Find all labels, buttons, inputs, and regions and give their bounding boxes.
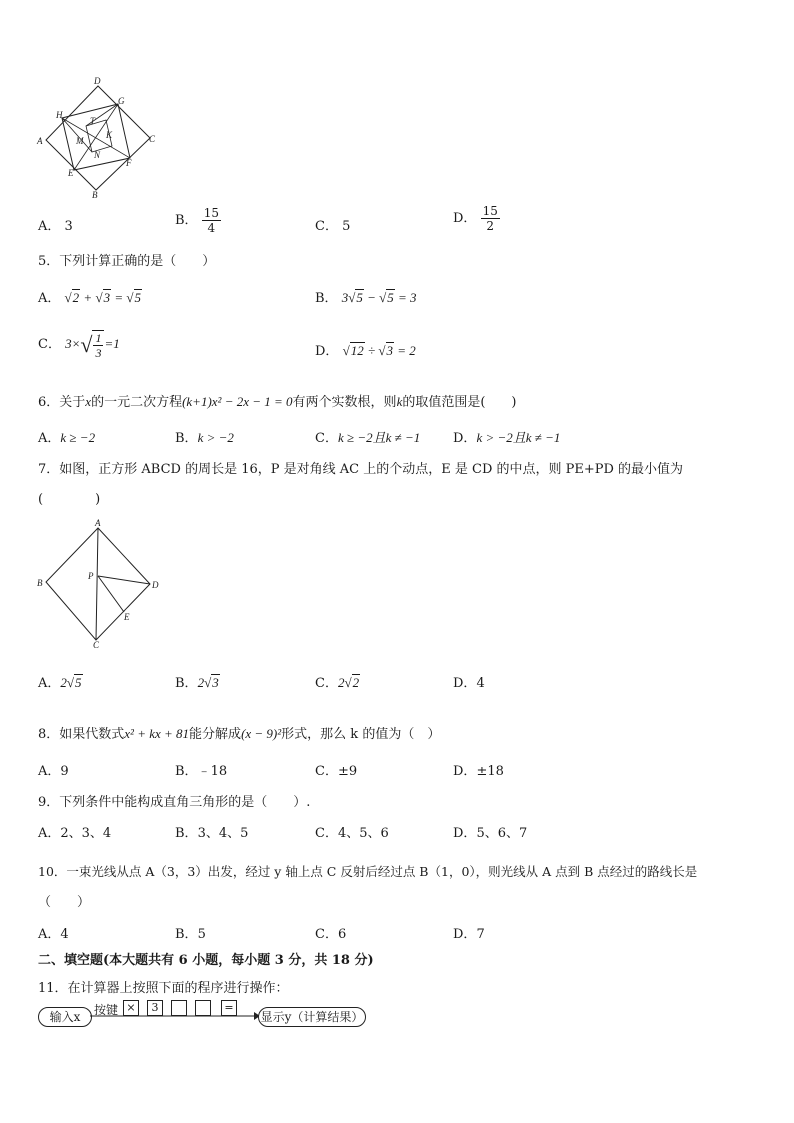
q6-option-a[interactable]: A．k ≥ −2 [38, 430, 96, 446]
q7-option-a-expr: 2√5 [60, 675, 82, 690]
q4-label-K: K [106, 130, 113, 140]
q4-option-a-letter: A． [38, 219, 61, 234]
q5-option-c[interactable] [38, 330, 120, 360]
q11-arrow-line [90, 1010, 260, 1020]
q4-option-b[interactable] [175, 206, 221, 235]
q10-option-c[interactable]: C．6 [315, 927, 347, 942]
q6-option-b-expr: k > −2 [197, 430, 234, 445]
q4-option-d-fraction [481, 204, 500, 233]
q10-option-a[interactable]: A．4 [38, 927, 69, 942]
q11-key-3: 3 [147, 1000, 163, 1016]
q7-label-A: A [95, 518, 101, 528]
q5-option-b[interactable] [315, 287, 417, 306]
q4-option-d-letter: D． [453, 211, 477, 226]
q8-stem: 8．如果代数式x² + kx + 81能分解成(x − 9)²形式，那么 k 的值为（ ） [38, 726, 441, 742]
q7-option-c-expr: 2√2 [337, 675, 360, 690]
q11-input-box: 输入x [38, 1007, 92, 1027]
q11-output-box: 显示y（计算结果） [258, 1007, 366, 1027]
q5-option-d-letter: D． [315, 344, 339, 359]
q7-label-D: D [152, 580, 159, 590]
q5-option-d-expr: √12 ÷ √3 = 2 [342, 343, 416, 358]
q4-option-d[interactable] [453, 204, 500, 233]
q10-option-b[interactable]: B．5 [175, 927, 206, 942]
q4-label-D: D [94, 76, 101, 86]
q7-label-E: E [124, 612, 130, 622]
q4-label-A: A [37, 136, 43, 146]
q4-label-F: F [126, 158, 132, 168]
q7-option-d-value: 4 [476, 676, 485, 691]
q7-option-a[interactable]: A．2√5 [38, 675, 82, 691]
q7-label-P: P [88, 571, 94, 581]
q4-label-G: G [118, 96, 125, 106]
q11-stem: 11．在计算器上按照下面的程序进行操作： [38, 981, 289, 996]
q4-option-b-num: 15 [203, 206, 219, 220]
q8-option-b[interactable]: B．﹣18 [175, 764, 228, 779]
q4-option-c[interactable] [315, 215, 350, 234]
q9-stem: 9．下列条件中能构成直角三角形的是（ ）. [38, 795, 311, 810]
section2-heading: 二、填空题(本大题共有 6 小题，每小题 3 分，共 18 分) [38, 953, 374, 968]
q8-option-a[interactable]: A．9 [38, 764, 69, 779]
q5-option-b-expr: 3√5 − √5 = 3 [341, 290, 417, 305]
q11-key-equals: = [221, 1000, 237, 1016]
q5-option-b-letter: B． [315, 291, 338, 306]
q8-option-d[interactable]: D．±18 [453, 764, 504, 779]
q4-option-b-den: 4 [207, 221, 216, 235]
q7-label-B: B [37, 578, 43, 588]
q4-label-N: N [94, 150, 101, 160]
q6-option-c[interactable]: C．k ≥ −2且k ≠ −1 [315, 430, 421, 446]
q4-option-a[interactable] [38, 215, 73, 234]
q7-stem-line1: 7．如图，正方形 ABCD 的周长是 16，P 是对角线 AC 上的个动点，E 是 CD 的中点，则 PE+PD 的最小值为 [38, 462, 684, 477]
q4-option-b-letter: B． [175, 213, 198, 228]
q7-option-b-expr: 2√3 [197, 675, 219, 690]
q7-option-b[interactable]: B．2√3 [175, 675, 219, 691]
q4-option-a-value: 3 [64, 219, 73, 234]
q5-option-a-expr: √2 + √3 = √5 [64, 290, 142, 305]
q4-label-C: C [149, 134, 156, 144]
q10-stem-line1: 10．一束光线从点 A（3，3）出发，经过 y 轴上点 C 反射后经过点 B（1，0），则光线从 A 点到 B 点经过的路线长是 [38, 864, 698, 879]
q6-stem: 6．关于x的一元二次方程(k+1)x² − 2x − 1 = 0有两个实数根，则k的取值范围是( ) [38, 394, 517, 410]
q5-stem: 5．下列计算正确的是（ ） [38, 254, 216, 269]
q10-stem-line2: （ ） [38, 895, 91, 910]
q6-option-d-expr: k > −2且k ≠ −1 [476, 430, 561, 445]
q4-label-T: T [90, 116, 96, 126]
q4-option-b-fraction [202, 206, 221, 235]
q5-option-c-expr: 3×√ $\frac{1}{3}$ =1 [65, 331, 120, 360]
q6-option-c-expr: k ≥ −2且k ≠ −1 [337, 430, 421, 445]
q11-press-label: 按键 [94, 1003, 119, 1017]
q7-stem-line2: ( ) [38, 492, 101, 507]
q8-option-c[interactable]: C．±9 [315, 764, 358, 779]
q7-option-d[interactable]: D．4 [453, 676, 485, 691]
q4-label-M: M [76, 136, 84, 146]
q4-label-E: E [68, 168, 74, 178]
q7-label-C: C [93, 640, 100, 650]
q11-key-multiply: × [123, 1000, 139, 1016]
q4-option-c-letter: C． [315, 219, 338, 234]
q9-option-c[interactable]: C．4、5、6 [315, 826, 389, 841]
q5-option-a[interactable] [38, 287, 142, 306]
q5-option-c-letter: C． [38, 336, 61, 352]
q6-option-a-expr: k ≥ −2 [60, 430, 96, 445]
q6-option-b[interactable]: B．k > −2 [175, 430, 234, 446]
q6-option-d[interactable]: D．k > −2且k ≠ −1 [453, 430, 561, 446]
q5-option-a-letter: A． [38, 291, 61, 306]
q10-option-d[interactable]: D．7 [453, 927, 485, 942]
q9-option-a[interactable]: A．2、3、4 [38, 826, 112, 841]
q4-label-H: H [56, 110, 63, 120]
q4-label-B: B [92, 190, 98, 200]
q9-option-b[interactable]: B．3、4、5 [175, 826, 249, 841]
q7-option-c[interactable]: C．2√2 [315, 675, 360, 691]
q4-figure [34, 72, 164, 202]
q9-option-d[interactable]: D．5、6、7 [453, 826, 528, 841]
q7-figure [34, 518, 164, 650]
q4-option-d-num: 15 [482, 204, 498, 218]
q4-option-d-den: 2 [486, 219, 495, 233]
q4-option-c-value: 5 [342, 219, 351, 234]
q5-option-d[interactable] [315, 340, 416, 359]
